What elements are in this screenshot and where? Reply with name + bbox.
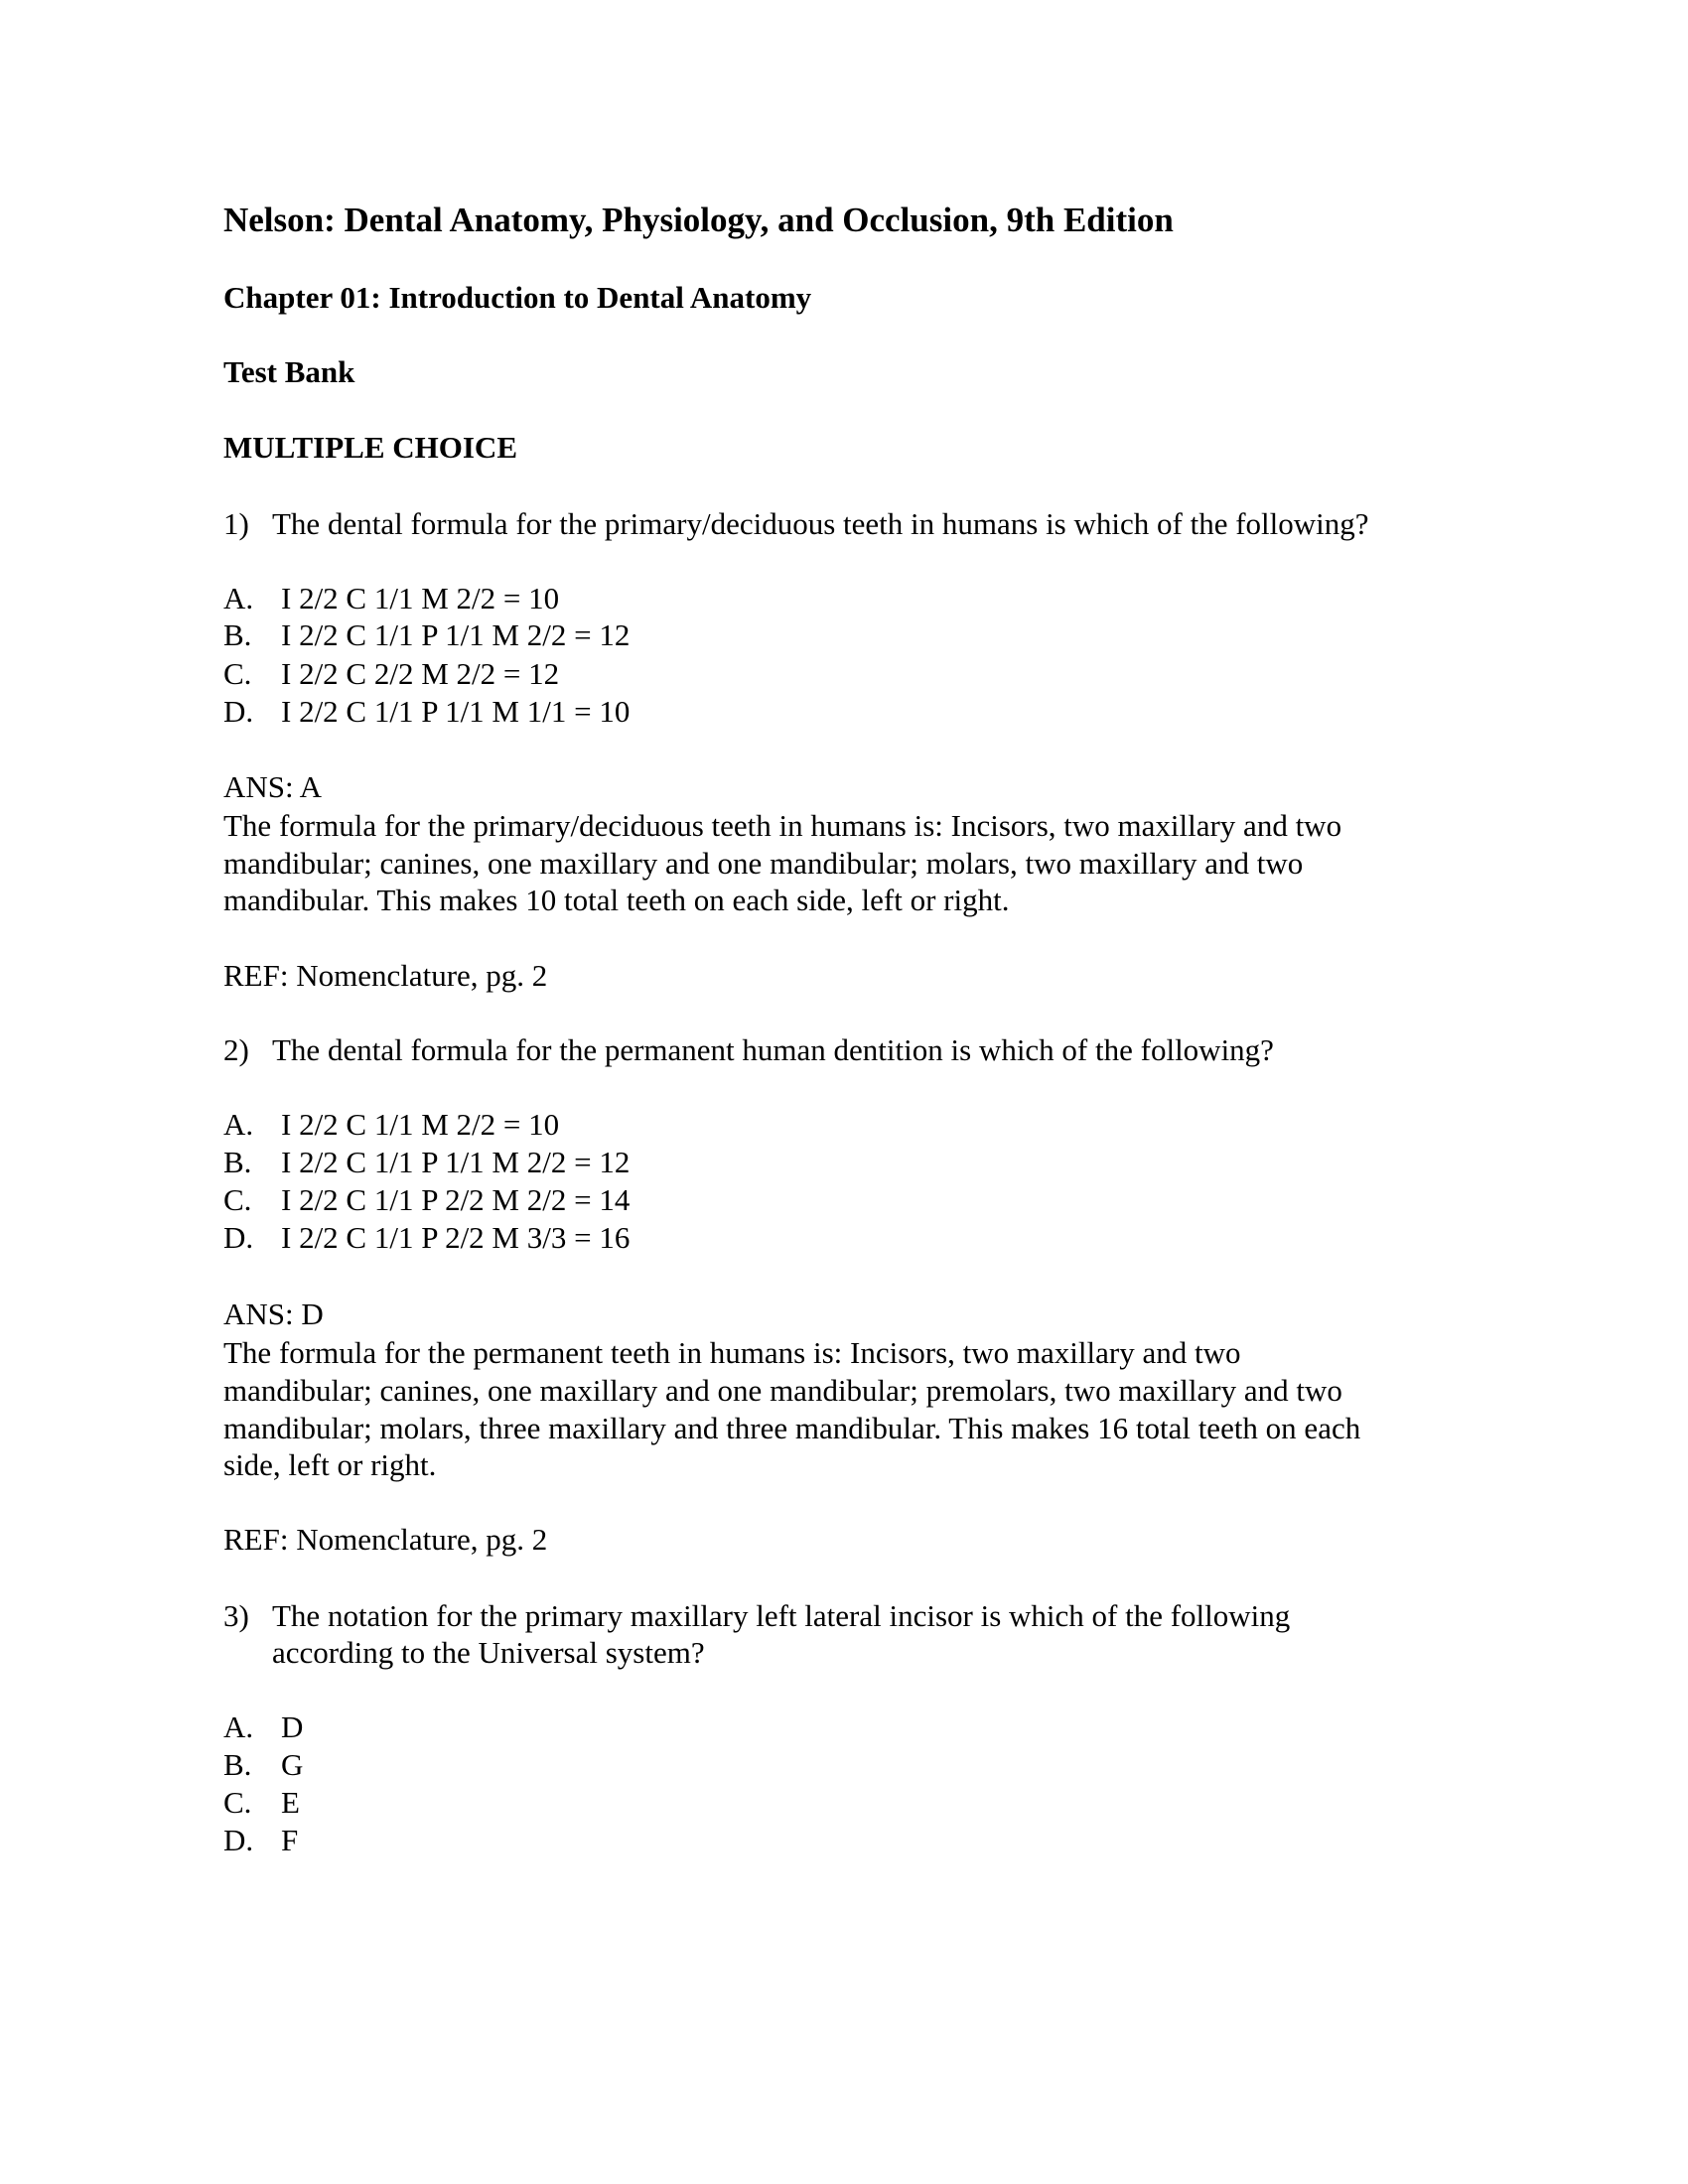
option-letter: D. xyxy=(223,1220,254,1255)
answer: ANS: A xyxy=(223,769,323,804)
explanation-line: The formula for the primary/deciduous teeth in humans is: Incisors, two maxillary and two xyxy=(223,808,1342,843)
option-text: I 2/2 C 1/1 P 1/1 M 1/1 = 10 xyxy=(281,694,631,729)
option-text: I 2/2 C 2/2 M 2/2 = 12 xyxy=(281,656,560,691)
section-heading: MULTIPLE CHOICE xyxy=(223,430,517,465)
question-number: 3) xyxy=(223,1598,249,1633)
explanation-line: mandibular; molars, three maxillary and three mandibular. This makes 16 total teeth on each xyxy=(223,1411,1361,1445)
option-letter: B. xyxy=(223,1747,252,1782)
explanation-line: mandibular; canines, one maxillary and one mandibular; premolars, two maxillary and two xyxy=(223,1373,1342,1408)
option-text: I 2/2 C 1/1 M 2/2 = 10 xyxy=(281,1107,560,1142)
option-text: E xyxy=(281,1785,300,1820)
question-text: according to the Universal system? xyxy=(272,1635,705,1670)
option-text: I 2/2 C 1/1 P 2/2 M 2/2 = 14 xyxy=(281,1182,631,1217)
explanation-line: side, left or right. xyxy=(223,1447,437,1482)
option-letter: A. xyxy=(223,1107,254,1142)
question-text: The dental formula for the permanent human dentition is which of the following? xyxy=(272,1032,1274,1067)
reference: REF: Nomenclature, pg. 2 xyxy=(223,958,548,993)
question-number: 1) xyxy=(223,506,249,541)
option-text: I 2/2 C 1/1 P 1/1 M 2/2 = 12 xyxy=(281,1145,631,1179)
question-text: The notation for the primary maxillary left lateral incisor is which of the following xyxy=(272,1598,1291,1633)
option-text: D xyxy=(281,1709,304,1744)
option-letter: D. xyxy=(223,1823,254,1857)
answer: ANS: D xyxy=(223,1297,324,1331)
subtitle-heading: Test Bank xyxy=(223,354,355,389)
reference: REF: Nomenclature, pg. 2 xyxy=(223,1522,548,1557)
explanation-line: The formula for the permanent teeth in humans is: Incisors, two maxillary and two xyxy=(223,1335,1241,1370)
option-letter: B. xyxy=(223,617,252,652)
chapter-heading: Chapter 01: Introduction to Dental Anatomy xyxy=(223,280,812,315)
option-letter: C. xyxy=(223,656,252,691)
explanation-line: mandibular; canines, one maxillary and one mandibular; molars, two maxillary and two xyxy=(223,846,1304,881)
option-text: I 2/2 C 1/1 M 2/2 = 10 xyxy=(281,581,560,615)
option-letter: A. xyxy=(223,1709,254,1744)
question-text: The dental formula for the primary/deciduous teeth in humans is which of the following? xyxy=(272,506,1369,541)
option-letter: C. xyxy=(223,1785,252,1820)
option-text: F xyxy=(281,1823,299,1857)
option-text: G xyxy=(281,1747,304,1782)
option-letter: B. xyxy=(223,1145,252,1179)
option-letter: D. xyxy=(223,694,254,729)
option-text: I 2/2 C 1/1 P 1/1 M 2/2 = 12 xyxy=(281,617,631,652)
question-number: 2) xyxy=(223,1032,249,1067)
option-text: I 2/2 C 1/1 P 2/2 M 3/3 = 16 xyxy=(281,1220,631,1255)
option-letter: A. xyxy=(223,581,254,615)
document-title: Nelson: Dental Anatomy, Physiology, and Occlusion, 9th Edition xyxy=(223,201,1174,239)
option-letter: C. xyxy=(223,1182,252,1217)
explanation-line: mandibular. This makes 10 total teeth on each side, left or right. xyxy=(223,883,1010,917)
